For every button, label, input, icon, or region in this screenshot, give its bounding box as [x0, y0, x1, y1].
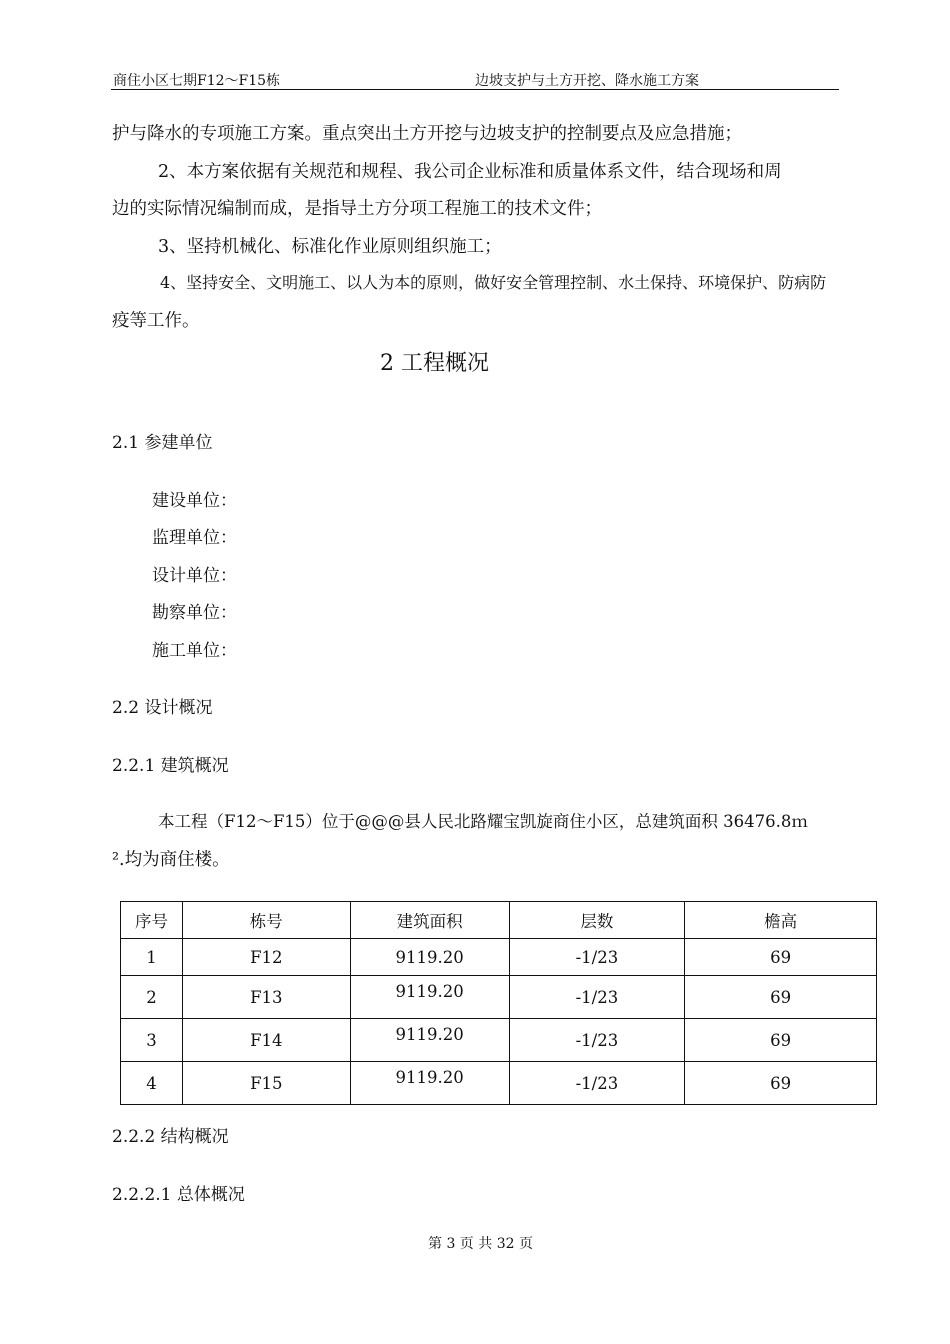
- table-cell: 9119.20: [350, 939, 509, 976]
- paragraph-line: ².均为商住楼。: [112, 850, 230, 870]
- header-left: 商住小区七期F12～F15栋: [113, 73, 281, 89]
- paragraph-line: 护与降水的专项施工方案。重点突出土方开挖与边坡支护的控制要点及应急措施；: [112, 124, 742, 144]
- paragraph-line: 疫等工作。: [112, 311, 200, 331]
- table-cell: 9119.20: [350, 1062, 509, 1105]
- paragraph-line: 3、坚持机械化、标准化作业原则组织施工；: [158, 237, 502, 257]
- paragraph-line: 4、坚持安全、文明施工、以人为本的原则，做好安全管理控制、水土保持、环境保护、防病防: [160, 273, 827, 292]
- table-cell: F12: [182, 939, 350, 976]
- table-cell: -1/23: [509, 939, 685, 976]
- table-cell: 9119.20: [350, 1019, 509, 1062]
- table-cell: 69: [685, 976, 877, 1019]
- table-cell: -1/23: [509, 1019, 685, 1062]
- table-header: 檐高: [685, 902, 877, 939]
- page-footer: 第 3 页 共 32 页: [428, 1236, 533, 1252]
- header-right: 边坡支护与土方开挖、降水施工方案: [475, 73, 699, 89]
- subsection-title: 2.1 参建单位: [112, 433, 213, 453]
- subsection-title: 2.2.1 建筑概况: [112, 756, 229, 776]
- unit-supervision: 监理单位：: [152, 528, 237, 548]
- table-cell: 9119.20: [350, 976, 509, 1019]
- unit-design: 设计单位：: [152, 566, 237, 586]
- unit-survey: 勘察单位：: [152, 603, 237, 623]
- table-cell: 69: [685, 1062, 877, 1105]
- paragraph-line: 2、本方案依据有关规范和规程、我公司企业标准和质量体系文件，结合现场和周: [158, 162, 782, 182]
- table-header: 栋号: [182, 902, 350, 939]
- table-row: [121, 1062, 877, 1105]
- table-cell: F13: [182, 976, 350, 1019]
- table-header: 建筑面积: [350, 902, 509, 939]
- section-title: 2 工程概况: [380, 351, 489, 376]
- table-cell: 3: [121, 1019, 183, 1062]
- table-cell: -1/23: [509, 976, 685, 1019]
- table-cell: F14: [182, 1019, 350, 1062]
- table-cell: -1/23: [509, 1062, 685, 1105]
- table-row: [121, 1019, 877, 1062]
- table-row: [121, 939, 877, 976]
- table-cell: 4: [121, 1062, 183, 1105]
- table-cell: 1: [121, 939, 183, 976]
- subsection-title: 2.2.2.1 总体概况: [112, 1185, 245, 1205]
- unit-contractor: 施工单位：: [152, 641, 237, 661]
- table-cell: F15: [182, 1062, 350, 1105]
- table-cell: 69: [685, 1019, 877, 1062]
- table-header: 层数: [509, 902, 685, 939]
- table-header-row: [121, 902, 877, 939]
- unit-construction: 建设单位：: [152, 491, 237, 511]
- paragraph-line: 本工程（F12～F15）位于@@@县人民北路耀宝凯旋商住小区，总建筑面积 36476.8ｍ: [158, 812, 808, 831]
- subsection-title: 2.2.2 结构概况: [112, 1127, 229, 1147]
- header-rule: [111, 89, 839, 90]
- paragraph-line: 边的实际情况编制而成，是指导土方分项工程施工的技术文件；: [112, 199, 602, 219]
- table-header: 序号: [121, 902, 183, 939]
- building-table: [120, 901, 877, 1105]
- subsection-title: 2.2 设计概况: [112, 698, 213, 718]
- table-cell: 69: [685, 939, 877, 976]
- table-row: [121, 976, 877, 1019]
- table-cell: 2: [121, 976, 183, 1019]
